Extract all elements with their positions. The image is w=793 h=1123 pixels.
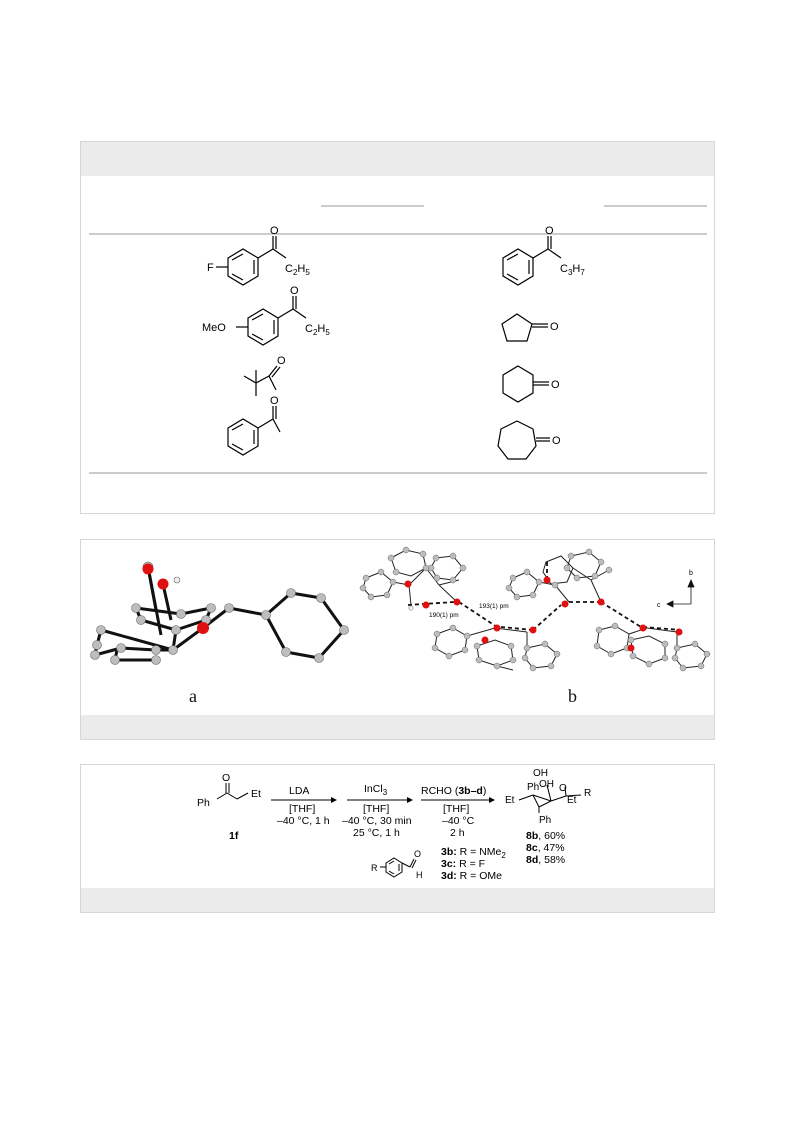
o-label: O bbox=[545, 225, 554, 237]
o-label: O bbox=[290, 285, 299, 297]
oxygen-atom bbox=[676, 629, 683, 636]
o-label: O bbox=[551, 379, 560, 391]
ketone-table-panel bbox=[80, 141, 715, 514]
c3h7-label: $C_3H_7$ bbox=[560, 263, 585, 277]
step2-solvent: [THF] bbox=[363, 803, 390, 815]
molecule-a bbox=[95, 567, 344, 660]
product-oh1: OH bbox=[533, 768, 548, 779]
aldehyde-o: O bbox=[414, 849, 422, 859]
hydrogen-bond bbox=[533, 605, 561, 630]
structure-butyrophenone bbox=[503, 236, 561, 285]
oxygen-atom bbox=[598, 599, 605, 606]
oxygen-atom bbox=[544, 577, 551, 584]
packing-b bbox=[360, 547, 710, 671]
oxygen-atom bbox=[640, 625, 647, 632]
aldehyde-3c: 3c: R = F bbox=[441, 858, 486, 870]
scheme-caption-bar bbox=[81, 888, 714, 912]
step3-reagent: RCHO (3b–d) bbox=[421, 785, 487, 797]
step2-conditions-1: –40 °C, 30 min bbox=[342, 815, 412, 827]
product-r: R bbox=[584, 788, 592, 799]
oxygen-atom bbox=[423, 602, 430, 609]
step2-reagent: InCl$_3$ bbox=[364, 783, 388, 797]
oxygen-atom bbox=[494, 625, 501, 632]
axis-b-label: b bbox=[689, 570, 693, 577]
step1-solvent: [THF] bbox=[289, 803, 316, 815]
hydrogen-bond bbox=[408, 602, 454, 605]
yield-8d: 8d, 58% bbox=[526, 854, 566, 866]
aldehyde-3d: 3d: R = OMe bbox=[441, 870, 502, 882]
step2-conditions-2: 25 °C, 1 h bbox=[353, 827, 400, 839]
distance-label-193: 193(1) pm bbox=[479, 603, 509, 610]
start-o-label: O bbox=[222, 772, 231, 784]
crystal-structure-figure bbox=[81, 540, 714, 716]
step3-solvent: [THF] bbox=[443, 803, 470, 815]
oxygen-atom bbox=[530, 627, 537, 634]
o-label: O bbox=[270, 395, 279, 407]
distance-label-190: 190(1) pm bbox=[429, 612, 459, 619]
figure-caption-bar bbox=[81, 715, 714, 739]
axis-c-label: c bbox=[657, 602, 661, 609]
yield-8b: 8b, 60% bbox=[526, 830, 566, 842]
hydrogen-bond bbox=[601, 602, 641, 627]
aldehyde-r: R bbox=[371, 863, 378, 873]
o-label: O bbox=[550, 321, 559, 333]
figure-label-b: b bbox=[568, 686, 577, 706]
step3-conditions-2: 2 h bbox=[450, 827, 465, 839]
c2h5-label: $C_2H_5$ bbox=[305, 323, 330, 337]
crystal-structure-panel bbox=[80, 539, 715, 740]
ketone-table bbox=[81, 176, 714, 514]
step1-reagent: LDA bbox=[289, 785, 310, 797]
o-label: O bbox=[552, 435, 561, 447]
product-ph1: Ph bbox=[527, 782, 540, 793]
oxygen-atom bbox=[454, 599, 461, 606]
structure-pinacolone bbox=[244, 366, 280, 396]
oxygen-atom bbox=[197, 622, 209, 634]
axis-indicator bbox=[667, 580, 694, 607]
step3-conditions-1: –40 °C bbox=[442, 815, 475, 827]
figure-label-a: a bbox=[189, 686, 197, 706]
structure-4-methoxypropiophenone bbox=[236, 296, 306, 345]
meo-label: MeO bbox=[202, 322, 226, 334]
oxygen-atom bbox=[143, 564, 154, 575]
oxygen-atom bbox=[562, 601, 569, 608]
o-label: O bbox=[277, 355, 286, 367]
product-et2: Et bbox=[567, 795, 577, 806]
table-caption-bar bbox=[81, 142, 714, 176]
structure-4-fluoropropiophenone bbox=[216, 236, 286, 285]
aldehyde-h: H bbox=[416, 870, 423, 880]
oxygen-atom bbox=[628, 645, 635, 652]
yield-8c: 8c, 47% bbox=[526, 842, 565, 854]
f-label: F bbox=[207, 262, 214, 274]
structure-cycloheptanone bbox=[498, 421, 550, 459]
product-o: O bbox=[559, 783, 567, 794]
c2h5-label: $C_2H_5$ bbox=[285, 263, 310, 277]
o-label: O bbox=[270, 225, 279, 237]
oxygen-atom bbox=[405, 581, 412, 588]
structure-cyclohexanone bbox=[503, 366, 549, 402]
oxygen-atom bbox=[158, 579, 169, 590]
compound-1f-label: 1f bbox=[229, 830, 239, 842]
start-ph-label: Ph bbox=[197, 797, 210, 809]
oxygen-atom bbox=[482, 637, 489, 644]
product-et1: Et bbox=[505, 795, 515, 806]
structure-cyclopentanone bbox=[502, 314, 548, 341]
step1-conditions: –40 °C, 1 h bbox=[277, 815, 330, 827]
start-et-label: Et bbox=[251, 788, 261, 800]
product-oh2: OH bbox=[539, 779, 554, 790]
structure-acetophenone bbox=[228, 406, 280, 455]
reaction-scheme-panel bbox=[80, 764, 715, 913]
aldehyde-3b: 3b: R = NMe$_2$ bbox=[441, 846, 506, 860]
product-ph2: Ph bbox=[539, 815, 552, 826]
reaction-scheme bbox=[81, 765, 714, 889]
